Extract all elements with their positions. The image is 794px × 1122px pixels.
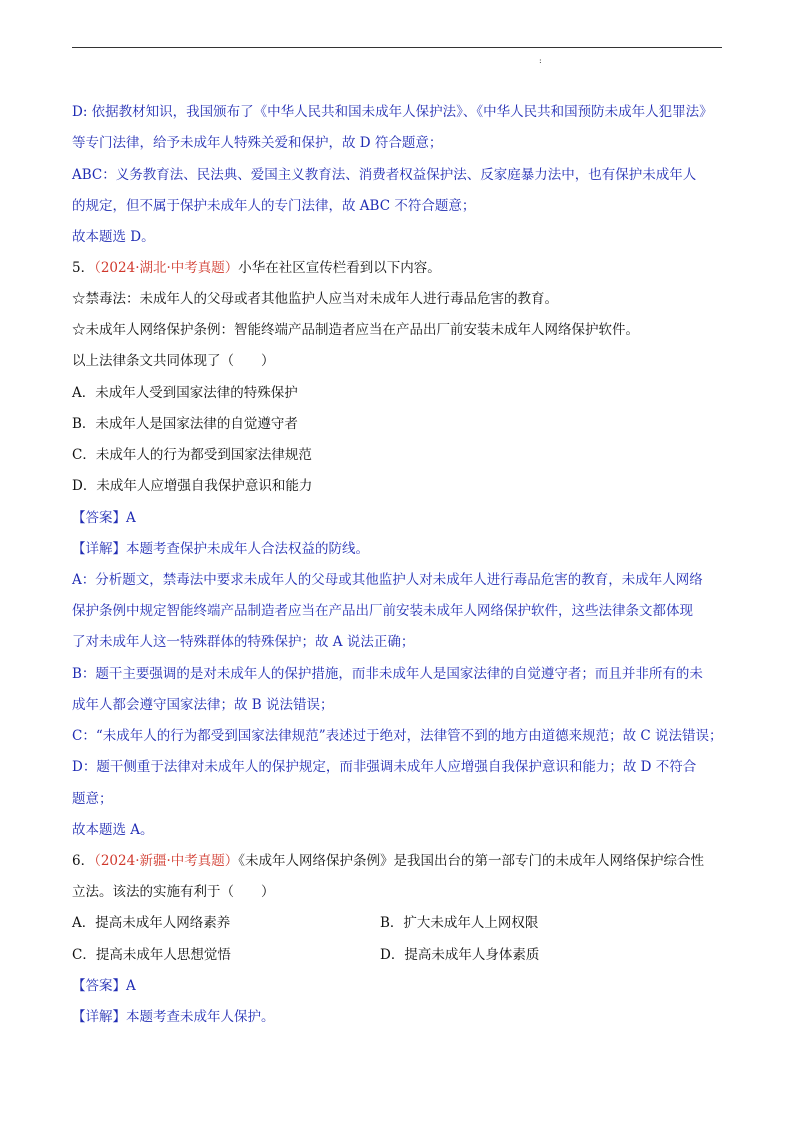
q5-option-d: D．未成年人应增强自我保护意识和能力	[72, 478, 313, 494]
header-rule	[72, 47, 722, 48]
q4-option-d-explanation-line1: D: 依据教材知识，我国颁布了《中华人民共和国未成年人保护法》、《中华人民共和国预防未成年人犯罪法》	[72, 104, 713, 120]
q6-option-d: D．提高未成年人身体素质	[380, 947, 540, 963]
q5-law2: ☆未成年人网络保护条例：智能终端产品制造者应当在产品出厂前安装未成年人网络保护软件。	[72, 322, 639, 338]
q6-stem-line2: 立法。该法的实施有利于（ ）	[72, 884, 275, 900]
q6-stem-line1	[72, 852, 704, 870]
q5-b-explanation-line2: 成年人都会遵守国家法律；故 B 说法错误；	[72, 697, 334, 713]
q5-d-explanation-line2: 题意；	[72, 791, 113, 807]
q5-law1: ☆禁毒法：未成年人的父母或者其他监护人应当对未成年人进行毒品危害的教育。	[72, 291, 558, 307]
q5-option-a: A．未成年人受到国家法律的特殊保护	[72, 385, 298, 401]
q5-conclusion: 故本题选 A。	[72, 822, 154, 838]
q5-answer: 【答案】A	[72, 510, 136, 526]
q6-number: 6．	[72, 853, 95, 869]
q5-a-explanation-line2: 保护条例中规定智能终端产品制造者应当在产品出厂前安装未成年人网络保护软件，这些法律条文都体现	[72, 603, 693, 619]
q4-abc-explanation-line1: ABC：义务教育法、民法典、爱国主义教育法、消费者权益保护法、反家庭暴力法中，也有保护未成年人	[72, 167, 697, 183]
q6-source: （2024·新疆·中考真题）	[94, 853, 239, 869]
q6-option-a: A．提高未成年人网络素养	[72, 915, 231, 931]
q4-conclusion: 故本题选 D。	[72, 229, 155, 245]
q5-number: 5．	[72, 260, 95, 276]
q5-a-explanation-line3: 了对未成年人这一特殊群体的特殊保护；故 A 说法正确；	[72, 634, 415, 650]
q6-answer: 【答案】A	[72, 978, 136, 994]
q5-d-explanation-line1: D：题干侧重于法律对未成年人的保护规定，而非强调未成年人应增强自我保护意识和能力；故 D 不符合	[72, 759, 697, 775]
q5-stem	[72, 259, 441, 277]
q5-b-explanation-line1: B：题干主要强调的是对未成年人的保护措施，而非未成年人是国家法律的自觉遵守者；而且并非所有的未	[72, 666, 703, 682]
q5-source: （2024·湖北·中考真题）	[94, 260, 239, 276]
q5-stem-text: 小华在社区宣传栏看到以下内容。	[238, 260, 441, 276]
q5-option-b: B．未成年人是国家法律的自觉遵守者	[72, 416, 298, 432]
q4-option-d-explanation-line2: 等专门法律，给予未成年人特殊关爱和保护，故 D 符合题意；	[72, 135, 443, 151]
q6-detail: 【详解】本题考查未成年人保护。	[72, 1009, 275, 1025]
q6-stem-text: 《未成年人网络保护条例》是我国出台的第一部专门的未成年人网络保护综合性	[238, 853, 705, 869]
q4-abc-explanation-line2: 的规定，但不属于保护未成年人的专门法律，故 ABC 不符合题意；	[72, 198, 476, 214]
header-mark: :	[539, 56, 542, 65]
q6-option-c: C．提高未成年人思想觉悟	[72, 947, 231, 963]
q6-option-b: B．扩大未成年人上网权限	[380, 915, 539, 931]
q5-a-explanation-line1: A：分析题文，禁毒法中要求未成年人的父母或其他监护人对未成年人进行毒品危害的教育，未成年人网络	[72, 572, 703, 588]
q5-c-explanation-line1: C：“未成年人的行为都受到国家法律规范”表述过于绝对，法律管不到的地方由道德来规范；故 C 说法错误；	[72, 728, 723, 744]
q5-detail: 【详解】本题考查保护未成年人合法权益的防线。	[72, 541, 369, 557]
q5-question: 以上法律条文共同体现了（ ）	[72, 353, 275, 369]
q5-option-c: C．未成年人的行为都受到国家法律规范	[72, 447, 312, 463]
